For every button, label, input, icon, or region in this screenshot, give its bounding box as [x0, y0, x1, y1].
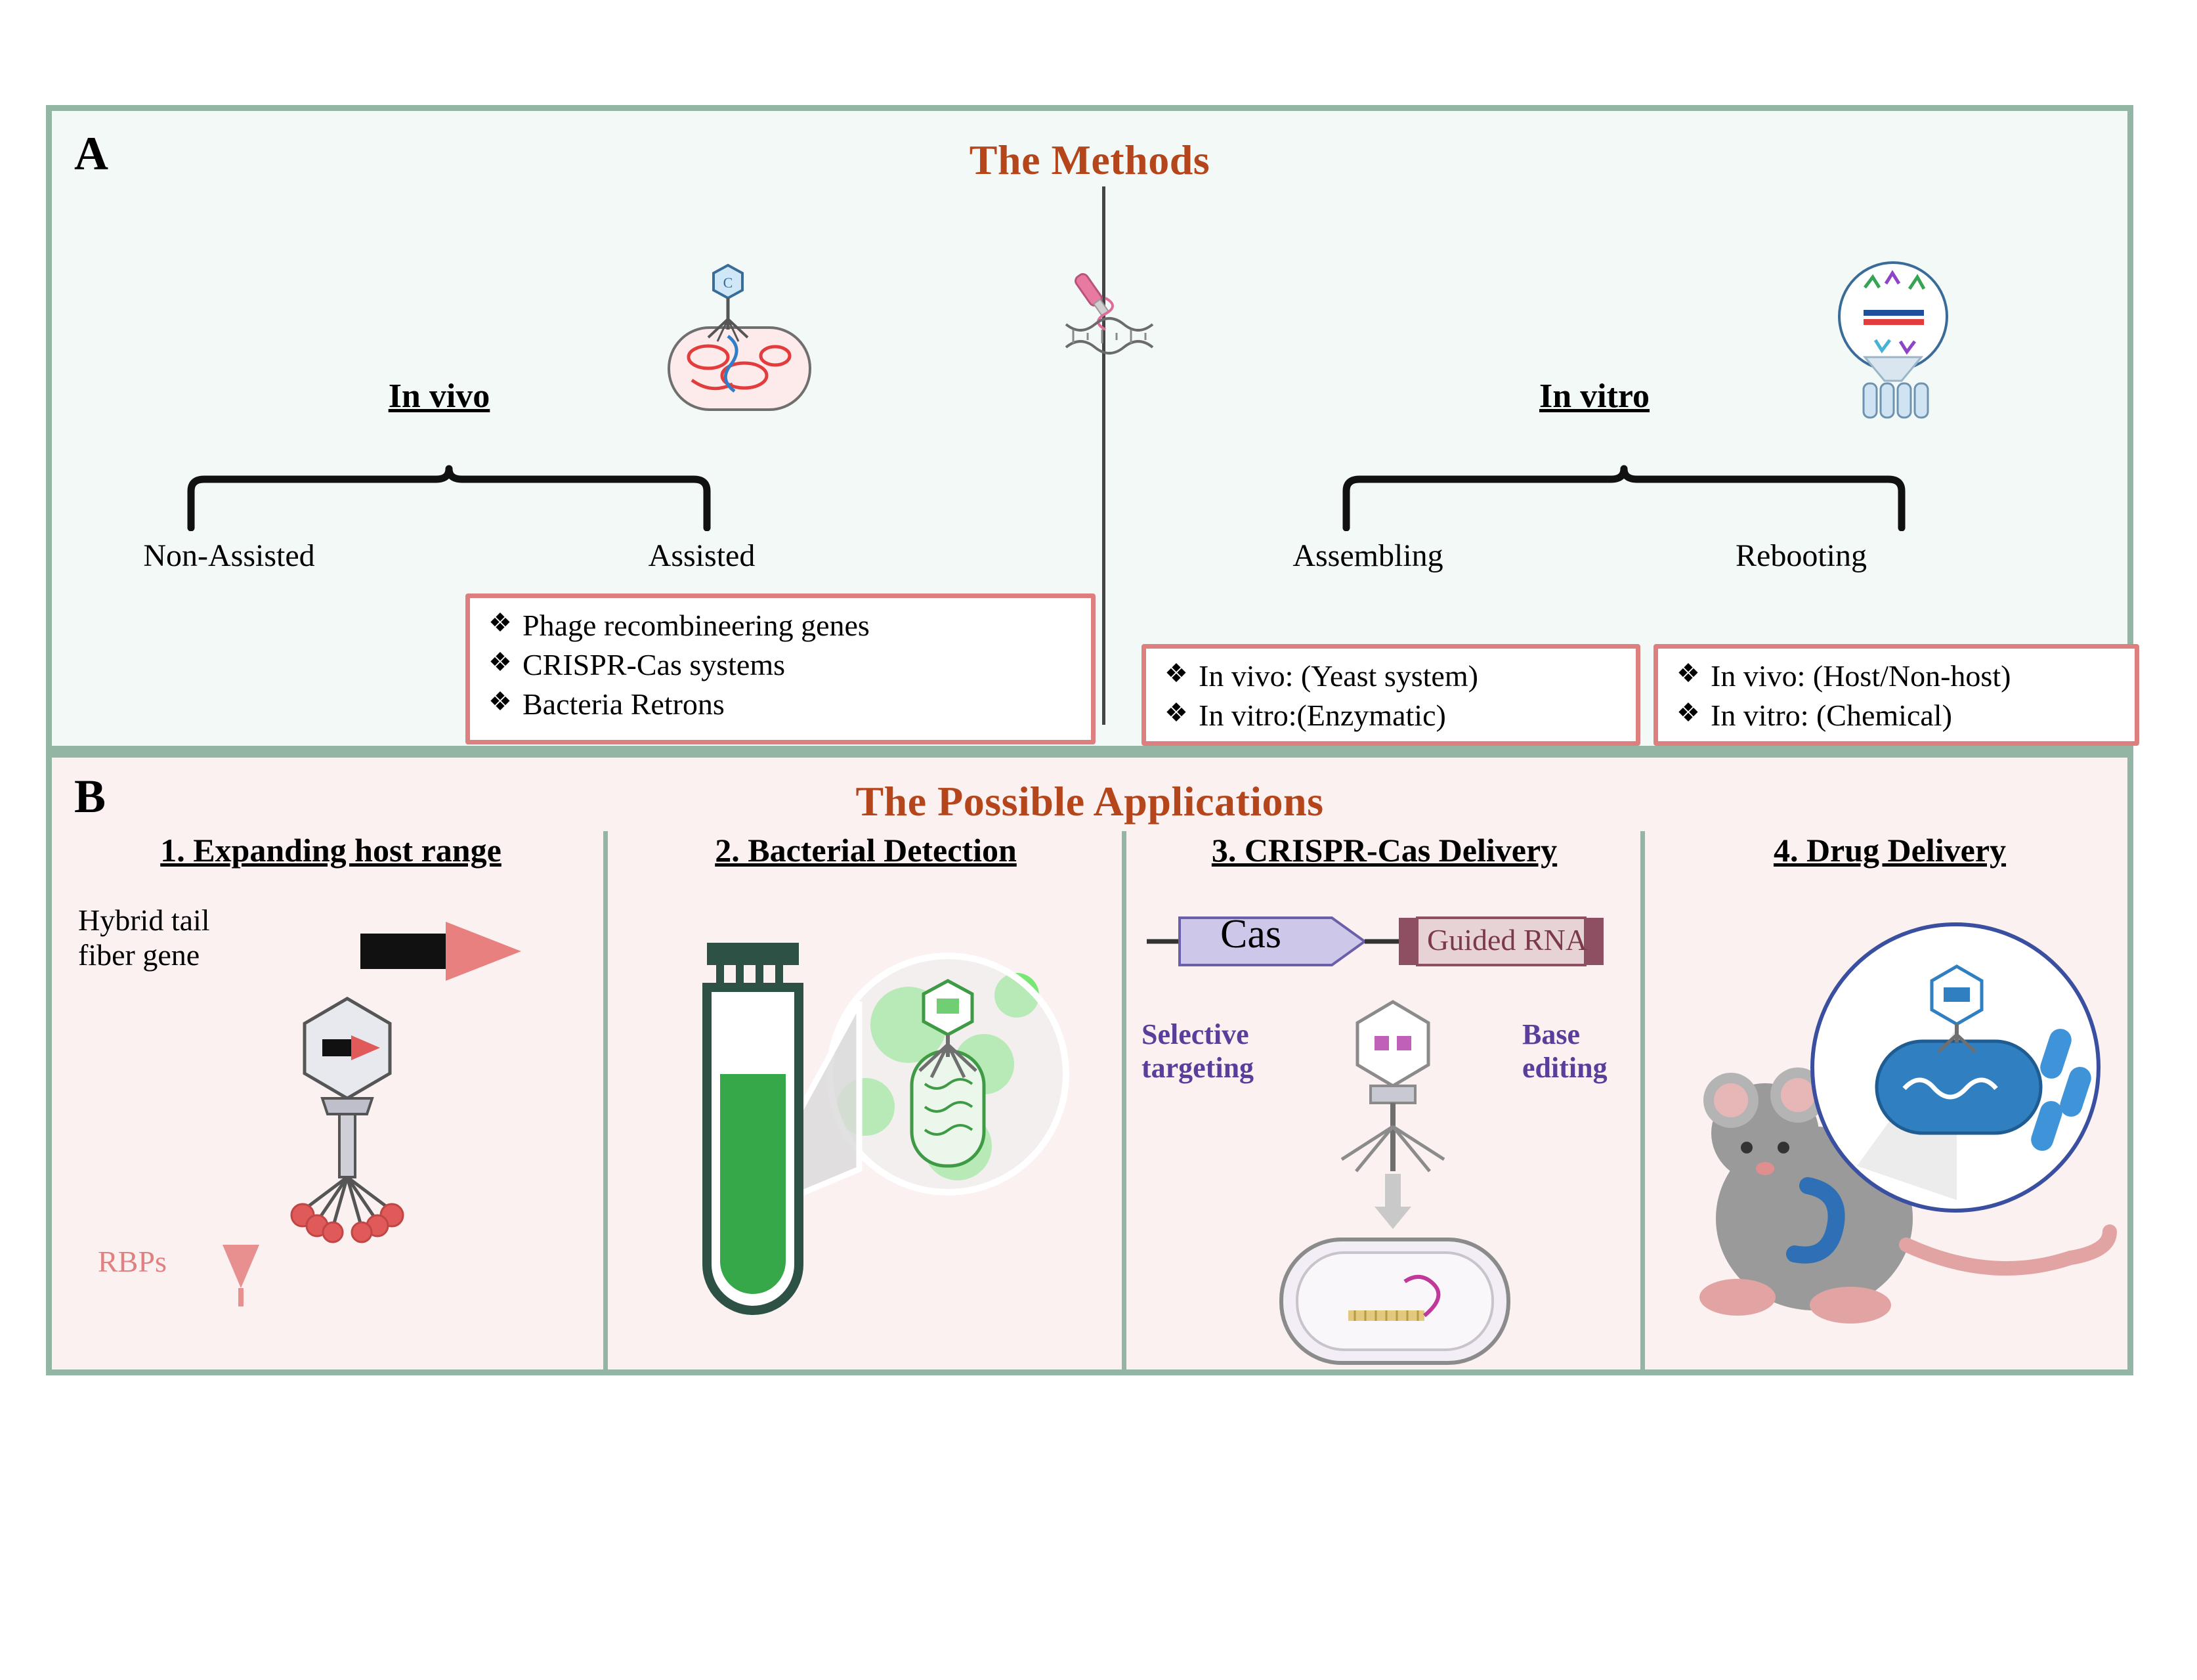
in-vitro-assembly-icon: [1818, 259, 1969, 429]
bacterial-detection-illustration: [649, 910, 1109, 1356]
column-separator-1: [603, 831, 608, 1373]
list-item: [484, 607, 1077, 644]
selective-targeting-line1: Selective: [1141, 1018, 1249, 1050]
selective-targeting-line2: targeting: [1141, 1051, 1254, 1084]
column-separator-3: [1640, 831, 1645, 1373]
rebooting-methods-box: [1653, 644, 2139, 746]
leaf-label-assisted: Assisted: [648, 538, 756, 573]
leaf-label-rebooting: Rebooting: [1736, 538, 1867, 573]
gene-cassette-arrow-icon: [354, 916, 551, 989]
engineered-phage-icon: [249, 992, 472, 1268]
panel-a-methods: [46, 105, 2133, 752]
base-editing-line2: editing: [1522, 1051, 1608, 1084]
figure-container: [46, 105, 2140, 1379]
hybrid-tail-label-line2: fiber gene: [78, 937, 200, 972]
application-column-expanding-host-range: [58, 831, 603, 1373]
list-item-label: Bacteria Retrons: [523, 687, 725, 722]
in-vivo-bracket: [183, 462, 715, 531]
branch-label-in-vivo: In vivo: [388, 377, 490, 415]
assembling-methods-box: [1141, 644, 1640, 746]
leaf-label-assembling: Assembling: [1292, 538, 1443, 573]
phage-delivery-icon: [1250, 995, 1539, 1376]
application-title-3: 3. CRISPR-Cas Delivery: [1211, 832, 1558, 869]
list-item-label: In vivo: (Yeast system): [1199, 659, 1478, 693]
list-item-label: Phage recombineering genes: [523, 609, 870, 642]
base-editing-line1: Base: [1522, 1018, 1580, 1050]
cas-label: Cas: [1220, 912, 1281, 957]
svg-text:C: C: [723, 274, 733, 291]
list-item: [1161, 658, 1621, 695]
in-vitro-bracket: [1338, 462, 1909, 531]
list-item: [1673, 697, 2120, 734]
phage-infecting-bacterium-icon: [629, 259, 826, 423]
application-title-2: 2. Bacterial Detection: [715, 832, 1017, 869]
pipette-dna-icon: [1043, 262, 1174, 367]
diamond-bullet-icon: ❖: [1676, 658, 1700, 688]
application-title-4: 4. Drug Delivery: [1773, 832, 2007, 869]
column-separator-2: [1122, 831, 1126, 1373]
assisted-methods-box: [465, 593, 1096, 744]
list-item-label: In vitro: (Chemical): [1711, 699, 1952, 733]
application-column-drug-delivery: [1647, 831, 2133, 1373]
list-item: [1161, 697, 1621, 734]
rebooting-methods-list: [1673, 658, 2120, 734]
diamond-bullet-icon: ❖: [1164, 698, 1188, 728]
drug-delivery-illustration: [1660, 903, 2120, 1363]
panel-a-letter: A: [74, 127, 108, 180]
list-item-label: In vivo: (Host/Non-host): [1711, 659, 2011, 693]
diamond-bullet-icon: ❖: [1676, 698, 1700, 728]
diamond-bullet-icon: ❖: [1164, 658, 1188, 688]
list-item-label: In vitro:(Enzymatic): [1199, 699, 1446, 733]
panel-b-letter: B: [74, 770, 106, 823]
assembling-methods-list: [1161, 658, 1621, 734]
diamond-bullet-icon: ❖: [488, 647, 512, 678]
panel-b-applications: [46, 752, 2133, 1375]
selective-targeting-label: [1141, 1018, 1254, 1085]
leaf-label-non-assisted: Non-Assisted: [143, 538, 315, 573]
assisted-methods-list: [484, 607, 1077, 723]
application-column-crispr-cas-delivery: [1128, 831, 1640, 1373]
rbps-pointer-arrow-icon: [209, 1238, 288, 1317]
rbps-label: RBPs: [98, 1245, 167, 1278]
application-title-1: 1. Expanding host range: [160, 832, 501, 869]
hybrid-tail-fiber-gene-label: [78, 903, 210, 973]
panel-b-title: The Possible Applications: [855, 778, 1324, 825]
application-column-bacterial-detection: [610, 831, 1122, 1373]
guided-rna-label: Guided RNA: [1427, 923, 1588, 957]
diamond-bullet-icon: ❖: [488, 608, 512, 637]
list-item: [484, 647, 1077, 683]
panel-a-title: The Methods: [969, 137, 1210, 183]
branch-label-in-vitro: In vitro: [1539, 377, 1650, 415]
list-item: [1673, 658, 2120, 695]
diamond-bullet-icon: ❖: [488, 687, 512, 717]
list-item-label: CRISPR-Cas systems: [523, 648, 786, 682]
list-item: [484, 686, 1077, 723]
hybrid-tail-label-line1: Hybrid tail: [78, 903, 210, 937]
